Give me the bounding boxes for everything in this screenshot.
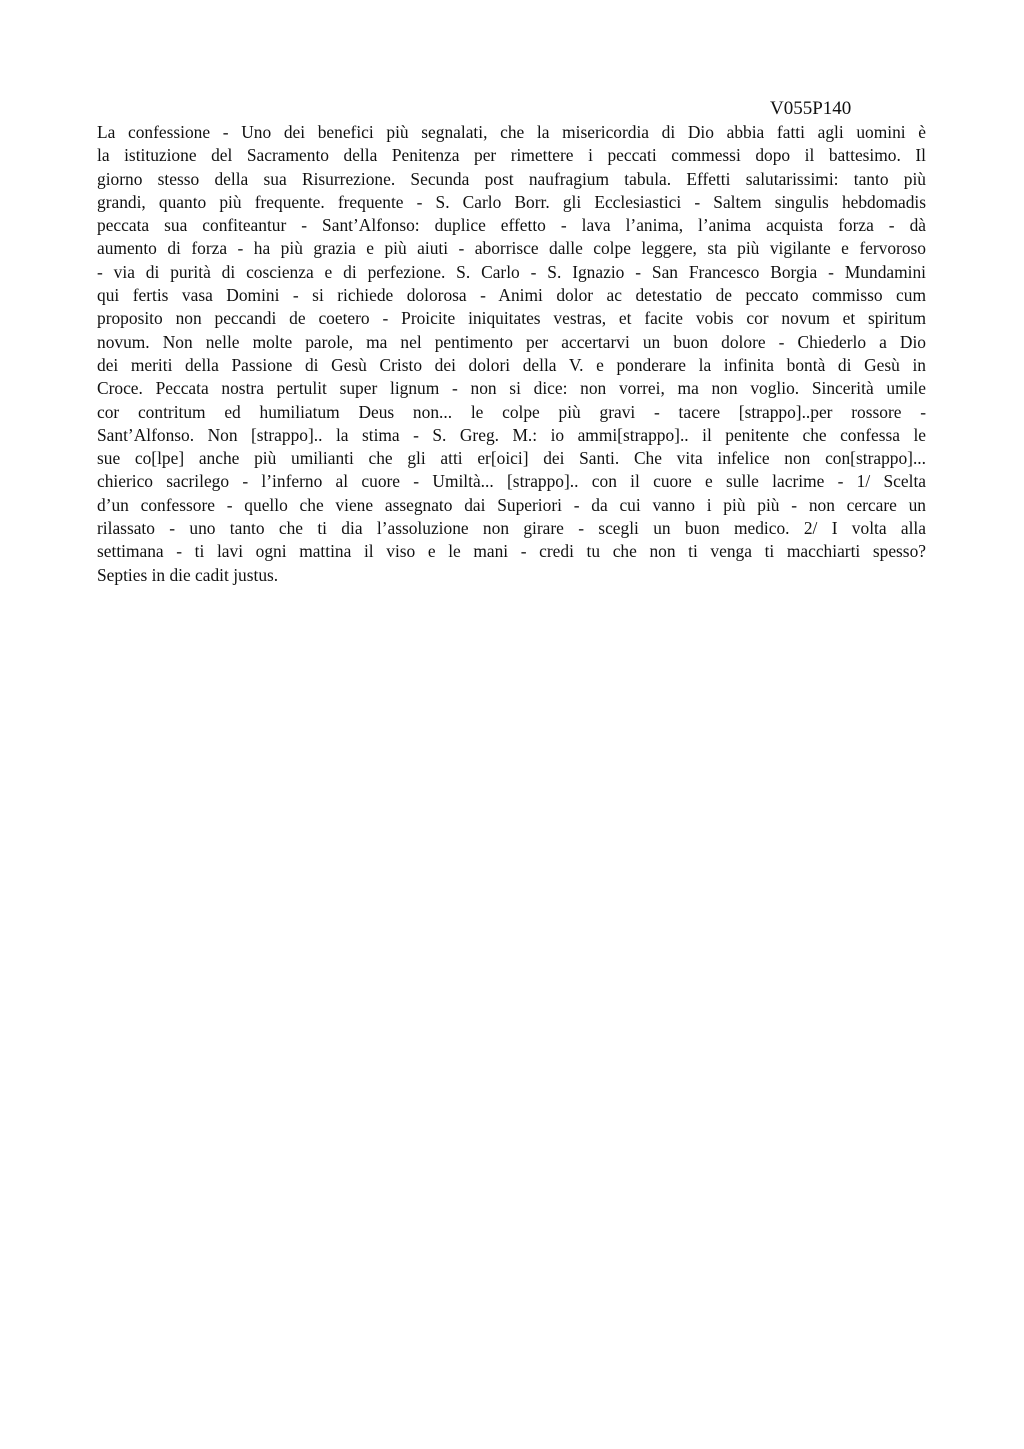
text-line: qui fertis vasa Domini - si richiede dolorosa - Animi dolor ac detestatio de peccato commisso cum [97, 285, 926, 306]
page-identifier: V055P140 [770, 98, 852, 119]
text-line: Croce. Peccata nostra pertulit super lignum - non si dice: non vorrei, ma non voglio. Sincerità umile [97, 378, 926, 399]
body-text [97, 121, 926, 587]
text-line: Sant’Alfonso. Non [strappo].. la stima - S. Greg. M.: io ammi[strappo].. il penitente che confessa le [97, 424, 926, 445]
text-line: grandi, quanto più frequente. frequente - S. Carlo Borr. gli Ecclesiastici - Saltem singulis hebdomadis [97, 191, 926, 212]
text-line: novum. Non nelle molte parole, ma nel pentimento per accertarvi un buon dolore - Chiederlo a Dio [97, 331, 926, 352]
text-line: la istituzione del Sacramento della Penitenza per rimettere i peccati commessi dopo il battesimo. Il [97, 145, 926, 166]
text-line: giorno stesso della sua Risurrezione. Secunda post naufragium tabula. Effetti salutarissimi: tanto più [97, 168, 926, 189]
text-line: d’un confessore - quello che viene assegnato dai Superiori - da cui vanno i più più - non cercare un [97, 494, 926, 515]
text-line: aumento di forza - ha più grazia e più aiuti - aborrisce dalle colpe leggere, sta più vigilante e fervoroso [97, 238, 926, 259]
text-line: rilassato - uno tanto che ti dia l’assoluzione non girare - scegli un buon medico. 2/ I volta alla [97, 518, 926, 539]
text-line: - via di purità di coscienza e di perfezione. S. Carlo - S. Ignazio - San Francesco Borgia - Mundamini [97, 261, 926, 282]
text-line: cor contritum ed humiliatum Deus non... le colpe più gravi - tacere [strappo]..per rossore - [97, 401, 926, 422]
text-line: proposito non peccandi de coetero - Proicite iniquitates vestras, et facite vobis cor novum et spiritum [97, 308, 926, 329]
text-line: chierico sacrilego - l’inferno al cuore - Umiltà... [strappo].. con il cuore e sulle lacrime - 1/ Scelta [97, 471, 926, 492]
text-line: dei meriti della Passione di Gesù Cristo dei dolori della V. e ponderare la infinita bontà di Gesù in [97, 354, 926, 375]
text-line: peccata sua confiteantur - Sant’Alfonso: duplice effetto - lava l’anima, l’anima acquista forza - dà [97, 215, 926, 236]
text-line: La confessione - Uno dei benefici più segnalati, che la misericordia di Dio abbia fatti agli uomini è [97, 122, 926, 142]
text-line: settimana - ti lavi ogni mattina il viso e le mani - credi tu che non ti venga ti macchiarti spesso? [97, 541, 926, 562]
text-line: Septies in die cadit justus. [97, 564, 279, 585]
text-line: sue co[lpe] anche più umilianti che gli atti er[oici] dei Santi. Che vita infelice non con[strappo]... [97, 448, 926, 469]
